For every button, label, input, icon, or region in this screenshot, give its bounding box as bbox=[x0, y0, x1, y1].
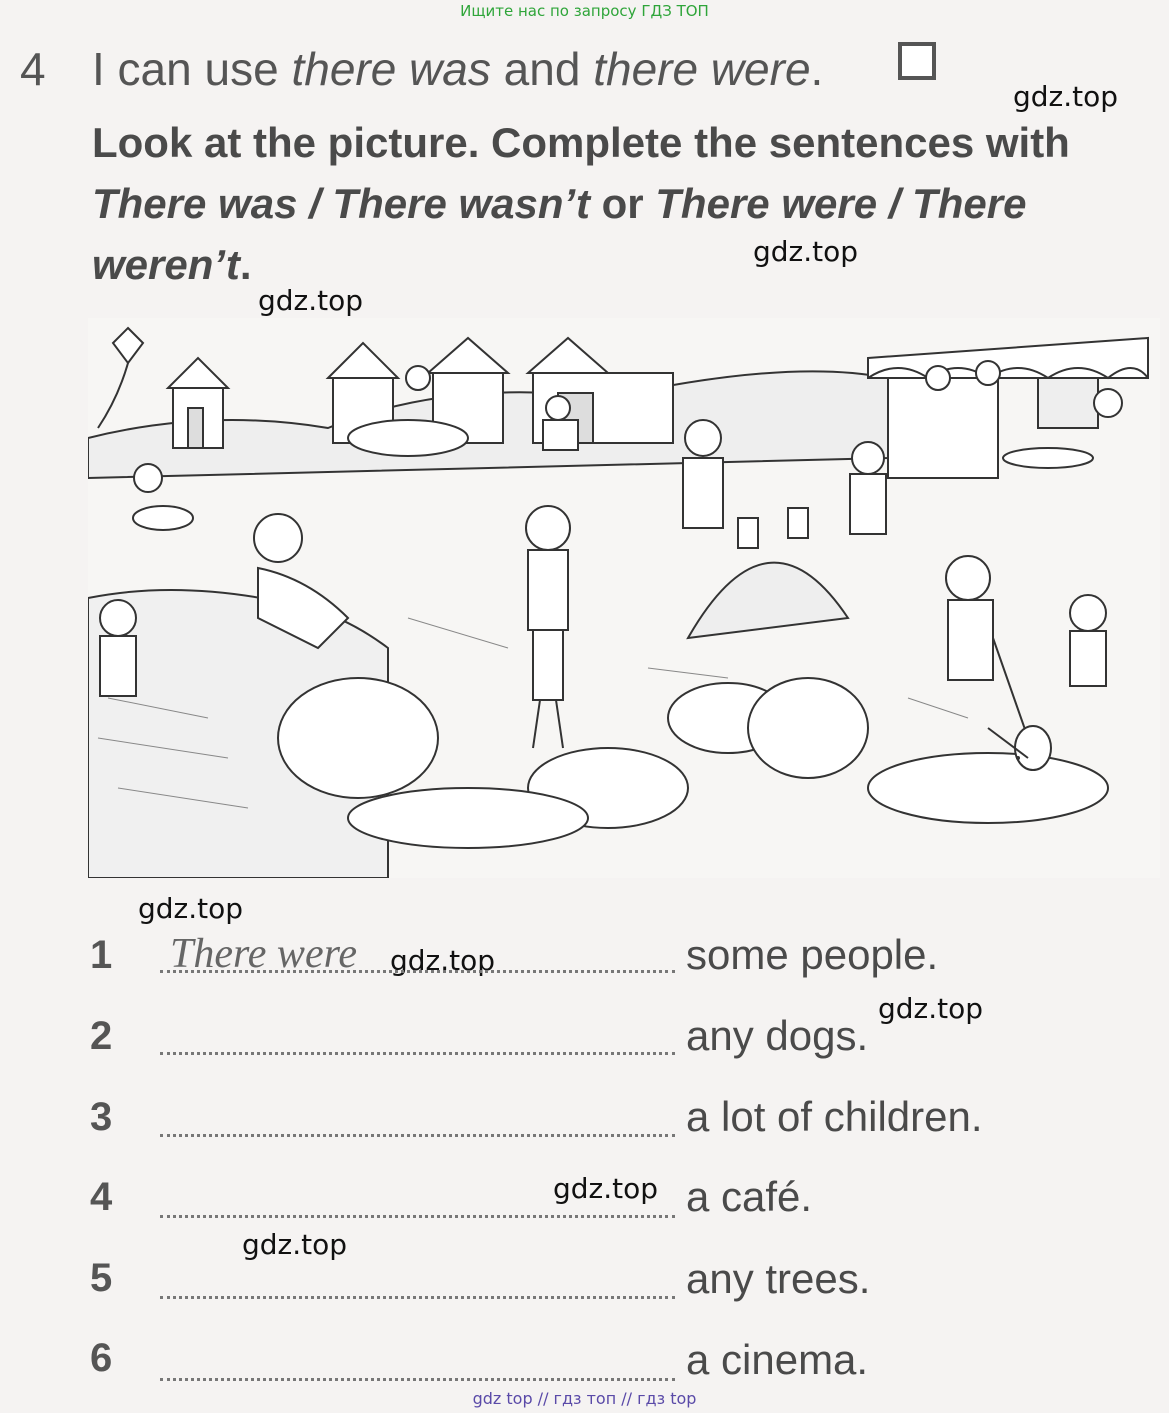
watermark-text: gdz.top bbox=[242, 1228, 348, 1261]
answer-blank[interactable] bbox=[160, 1215, 675, 1218]
watermark-text: gdz.top bbox=[753, 235, 859, 268]
answer-blank[interactable] bbox=[160, 1296, 675, 1299]
watermark-text: gdz.top bbox=[138, 892, 244, 925]
title-part-italic: there were bbox=[593, 43, 811, 95]
beach-illustration bbox=[88, 318, 1160, 878]
instruction-text: Look at the picture. Complete the sentences with bbox=[92, 119, 1070, 166]
exercise-number: 4 bbox=[20, 43, 46, 95]
answer-blank[interactable] bbox=[160, 1052, 675, 1055]
title-part-italic: there was bbox=[291, 43, 491, 95]
sentence-ending: any trees. bbox=[686, 1255, 871, 1302]
watermark-text: gdz.top bbox=[390, 944, 496, 977]
sentence-number: 2 bbox=[90, 1014, 113, 1058]
watermark-text: gdz.top bbox=[258, 284, 364, 317]
answer-blank[interactable] bbox=[160, 1134, 675, 1137]
sentence-number: 5 bbox=[90, 1256, 113, 1300]
sentence-ending: a lot of children. bbox=[686, 1093, 983, 1140]
title-part: I can use bbox=[92, 43, 292, 95]
sentence-number: 4 bbox=[90, 1175, 113, 1219]
sentence-ending: a cinema. bbox=[686, 1336, 869, 1383]
sentence-ending: some people. bbox=[686, 931, 939, 978]
exercise-instructions bbox=[92, 112, 1112, 295]
sentence-ending: any dogs. bbox=[686, 1012, 869, 1059]
title-part: and bbox=[490, 43, 594, 95]
sentence-number: 3 bbox=[90, 1095, 113, 1139]
sentence-number: 1 bbox=[90, 933, 113, 977]
instruction-text: . bbox=[239, 241, 252, 288]
handwritten-answer: There were bbox=[170, 931, 358, 977]
instruction-italic: There was / There wasn’t bbox=[92, 180, 590, 227]
title-part: . bbox=[810, 43, 824, 95]
bottom-banner[interactable]: gdz top // гдз топ // гдз top bbox=[472, 1389, 697, 1408]
instruction-italic: There were / There weren’t bbox=[92, 180, 1027, 288]
self-check-checkbox[interactable] bbox=[898, 42, 936, 80]
instruction-text: or bbox=[589, 180, 656, 227]
watermark-text: gdz.top bbox=[1013, 80, 1119, 113]
sentence-number: 6 bbox=[90, 1336, 113, 1380]
watermark-text: gdz.top bbox=[878, 992, 984, 1025]
sentence-ending: a café. bbox=[686, 1173, 813, 1220]
exercise-title bbox=[92, 42, 823, 96]
answer-blank[interactable] bbox=[160, 1378, 675, 1381]
top-banner[interactable]: Ищите нас по запросу ГДЗ ТОП bbox=[460, 2, 709, 20]
watermark-text: gdz.top bbox=[553, 1172, 659, 1205]
